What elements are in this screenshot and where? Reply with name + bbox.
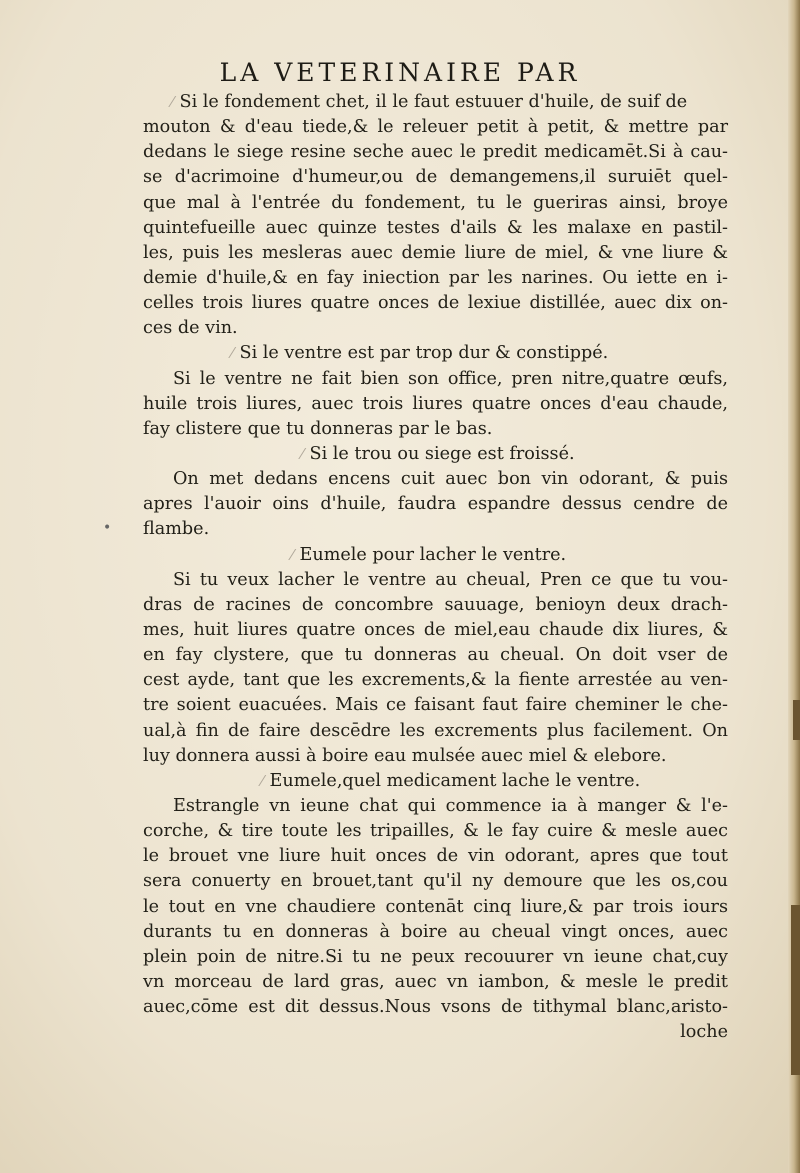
page-edge-stain (791, 905, 800, 1075)
line-text: mouton & d'eau tiede,& le releuer petit à petit, & mettre par (143, 117, 728, 138)
line-text: ual,à fin de faire descēdre les excrements plus facilement. On (143, 720, 728, 741)
line-text: Si le ventre est par trop dur & constippé. (239, 343, 609, 364)
line-text: flambe. (143, 519, 210, 540)
running-header: LA VETERINAIRE PAR (219, 58, 581, 87)
line-text: dedans le siege resine seche auec le predit medicamēt.Si à cau- (143, 142, 728, 163)
text-line (143, 668, 728, 693)
text-line (143, 618, 728, 643)
text-line (143, 367, 728, 392)
line-text: que mal à l'entrée du fondement, tu le gueriras ainsi, broye (143, 192, 728, 213)
text-line (143, 517, 728, 542)
line-text: huile trois liures, auec trois liures quatre onces d'eau chaude, (143, 393, 728, 414)
margin-mark-icon: ⁄ (261, 771, 264, 790)
section-heading (143, 543, 728, 568)
text-line (143, 266, 728, 291)
text-line (143, 719, 728, 744)
text-line (143, 291, 728, 316)
line-text: On met dedans encens cuit auec bon vin odorant, & puis (173, 469, 728, 490)
text-line (143, 693, 728, 718)
text-line (143, 191, 728, 216)
text-line (143, 844, 728, 869)
line-text: Eumele,quel medicament lache le ventre. (269, 770, 641, 791)
line-text: celles trois liures quatre onces de lexiue distillée, auec dix on- (143, 293, 728, 314)
line-text: luy donnera aussi à boire eau mulsée auec miel & elebore. (143, 745, 667, 766)
line-text: demie d'huile,& en fay iniection par les narines. Ou iette en i- (143, 267, 728, 288)
text-line (143, 140, 728, 165)
text-line (143, 945, 728, 970)
line-text: les, puis les mesleras auec demie liure de miel, & vne liure & (143, 242, 728, 263)
text-line (143, 165, 728, 190)
line-text: se d'acrimoine d'humeur,ou de demangemens,il suruiēt quel- (143, 167, 728, 188)
line-text: apres l'auoir oins d'huile, faudra espandre dessus cendre de (143, 494, 728, 515)
line-text: cest ayde, tant que les excrements,& la fiente arrestée au ven- (143, 670, 728, 691)
line-text: tre soient euacuées. Mais ce faisant faut faire cheminer le che- (143, 695, 728, 716)
text-line (143, 392, 728, 417)
text-line (143, 869, 728, 894)
text-line (143, 216, 728, 241)
line-text: ces de vin. (143, 318, 238, 339)
margin-dot: • (103, 520, 112, 536)
text-line (143, 492, 728, 517)
margin-mark-icon: ⁄ (291, 545, 294, 564)
text-line (143, 241, 728, 266)
margin-mark-icon: ⁄ (231, 344, 234, 363)
body-text (143, 90, 728, 1045)
line-text: corche, & tire toute les tripailles, & le fay cuire & mesle auec (143, 821, 728, 842)
text-line (143, 920, 728, 945)
text-line (143, 568, 728, 593)
line-text: le tout en vne chaudiere contenāt cinq liure,& par trois iours (143, 896, 728, 917)
text-line (143, 819, 728, 844)
section-heading (143, 341, 728, 366)
line-text: dras de racines de concombre sauuage, benioyn deux drach- (143, 594, 728, 615)
line-text: plein poin de nitre.Si tu ne peux recouurer vn ieune chat,cuy (143, 946, 728, 967)
text-line (143, 1020, 728, 1045)
section-heading (143, 769, 728, 794)
line-text: Estrangle vn ieune chat qui commence ia à manger & l'e- (173, 795, 728, 816)
page-edge-stain (793, 700, 800, 740)
text-line (143, 970, 728, 995)
text-line (143, 115, 728, 140)
line-text: sera conuerty en brouet,tant qu'il ny demoure que les os,cou (143, 871, 728, 892)
line-text: Eumele pour lacher le ventre. (299, 544, 567, 565)
line-text: Si le trou ou siege est froissé. (309, 443, 575, 464)
text-line (143, 643, 728, 668)
line-text: Si tu veux lacher le ventre au cheual, Pren ce que tu vou- (173, 569, 728, 590)
line-text: quintefueille auec quinze testes d'ails & les malaxe en pastil- (143, 217, 728, 238)
text-line (143, 417, 728, 442)
text-line (143, 744, 728, 769)
line-text: Si le fondement chet, il le faut estuuer d'huile, de suif de (179, 92, 688, 112)
margin-mark-icon: ⁄ (171, 93, 174, 111)
line-text: durants tu en donneras à boire au cheual vingt onces, auec (143, 921, 728, 942)
text-line (143, 794, 728, 819)
text-line (143, 593, 728, 618)
line-text: fay clistere que tu donneras par le bas. (143, 418, 493, 439)
margin-mark-icon: ⁄ (301, 444, 304, 463)
line-text: le brouet vne liure huit onces de vin odorant, apres que tout (143, 846, 728, 867)
text-line (143, 995, 728, 1020)
line-text: Si le ventre ne fait bien son office, pren nitre,quatre œufs, (173, 368, 728, 389)
line-text: en fay clystere, que tu donneras au cheual. On doit vser de (143, 645, 728, 666)
text-line (143, 467, 728, 492)
line-text: vn morceau de lard gras, auec vn iambon, & mesle le predit (143, 971, 728, 992)
text-line (143, 316, 728, 341)
line-text: mes, huit liures quatre onces de miel,eau chaude dix liures, & (143, 619, 728, 640)
section-heading (143, 90, 728, 115)
section-heading (143, 442, 728, 467)
line-text: auec,cōme est dit dessus.Nous vsons de tithymal blanc,aristo- (143, 997, 728, 1018)
line-text: loche (680, 1022, 728, 1043)
text-line (143, 895, 728, 920)
